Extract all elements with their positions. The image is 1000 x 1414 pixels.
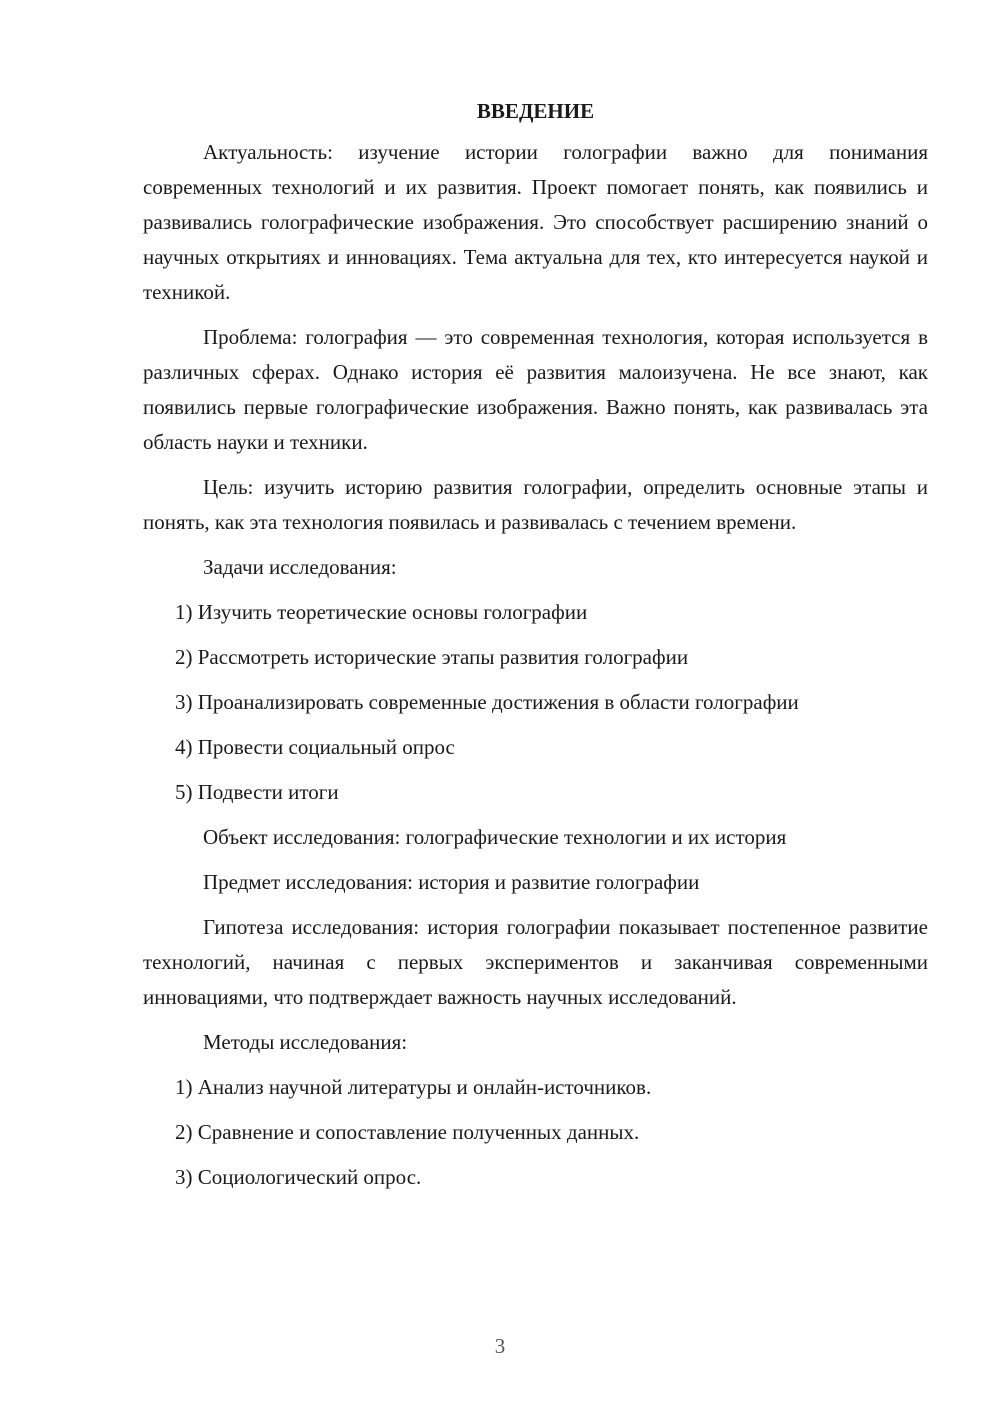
goal-paragraph: Цель: изучить историю развития голографии, определить основные этапы и понять, как эта технология появилась и развивалась с течением времени.: [143, 475, 928, 534]
problem-paragraph: Проблема: голография — это современная технология, которая используется в различных сферах. Однако история её развития малоизучена. Не все знают, как появились первые голографические изображения. Важно понять, как развивалась эта область науки и техники.: [143, 325, 928, 454]
methods-heading: Методы исследования:: [203, 1030, 408, 1054]
task-item-5: 5) Подвести итоги: [175, 780, 339, 804]
task-item-1: 1) Изучить теоретические основы голографии: [175, 600, 588, 624]
research-subject: Предмет исследования: история и развитие голографии: [203, 870, 700, 894]
document-page: [143, 96, 928, 1205]
task-item-4: 4) Провести социальный опрос: [175, 735, 455, 759]
task-item-3: 3) Проанализировать современные достижения в области голографии: [175, 690, 799, 714]
method-item-1: 1) Анализ научной литературы и онлайн-источников.: [175, 1075, 652, 1099]
tasks-heading: Задачи исследования:: [203, 555, 397, 579]
research-object: Объект исследования: голографические технологии и их история: [203, 825, 787, 849]
relevance-paragraph: Актуальность: изучение истории голографии важно для понимания современных технологий и их развития. Проект помогает понять, как появились и развивались голографические изображения. Это способствует расширению знаний о научных открытиях и инновациях. Тема актуальна для тех, кто интересуется наукой и техникой.: [143, 140, 928, 304]
task-item-2: 2) Рассмотреть исторические этапы развития голографии: [175, 645, 689, 669]
hypothesis-paragraph: Гипотеза исследования: история голографии показывает постепенное развитие технологий, начиная с первых экспериментов и заканчивая современными инновациями, что подтверждает важность научных исследований.: [143, 915, 928, 1009]
page-title: ВВЕДЕНИЕ: [476, 99, 595, 123]
method-item-2: 2) Сравнение и сопоставление полученных данных.: [175, 1120, 640, 1144]
method-item-3: 3) Социологический опрос.: [175, 1165, 422, 1189]
page-number: 3: [494, 1334, 506, 1358]
